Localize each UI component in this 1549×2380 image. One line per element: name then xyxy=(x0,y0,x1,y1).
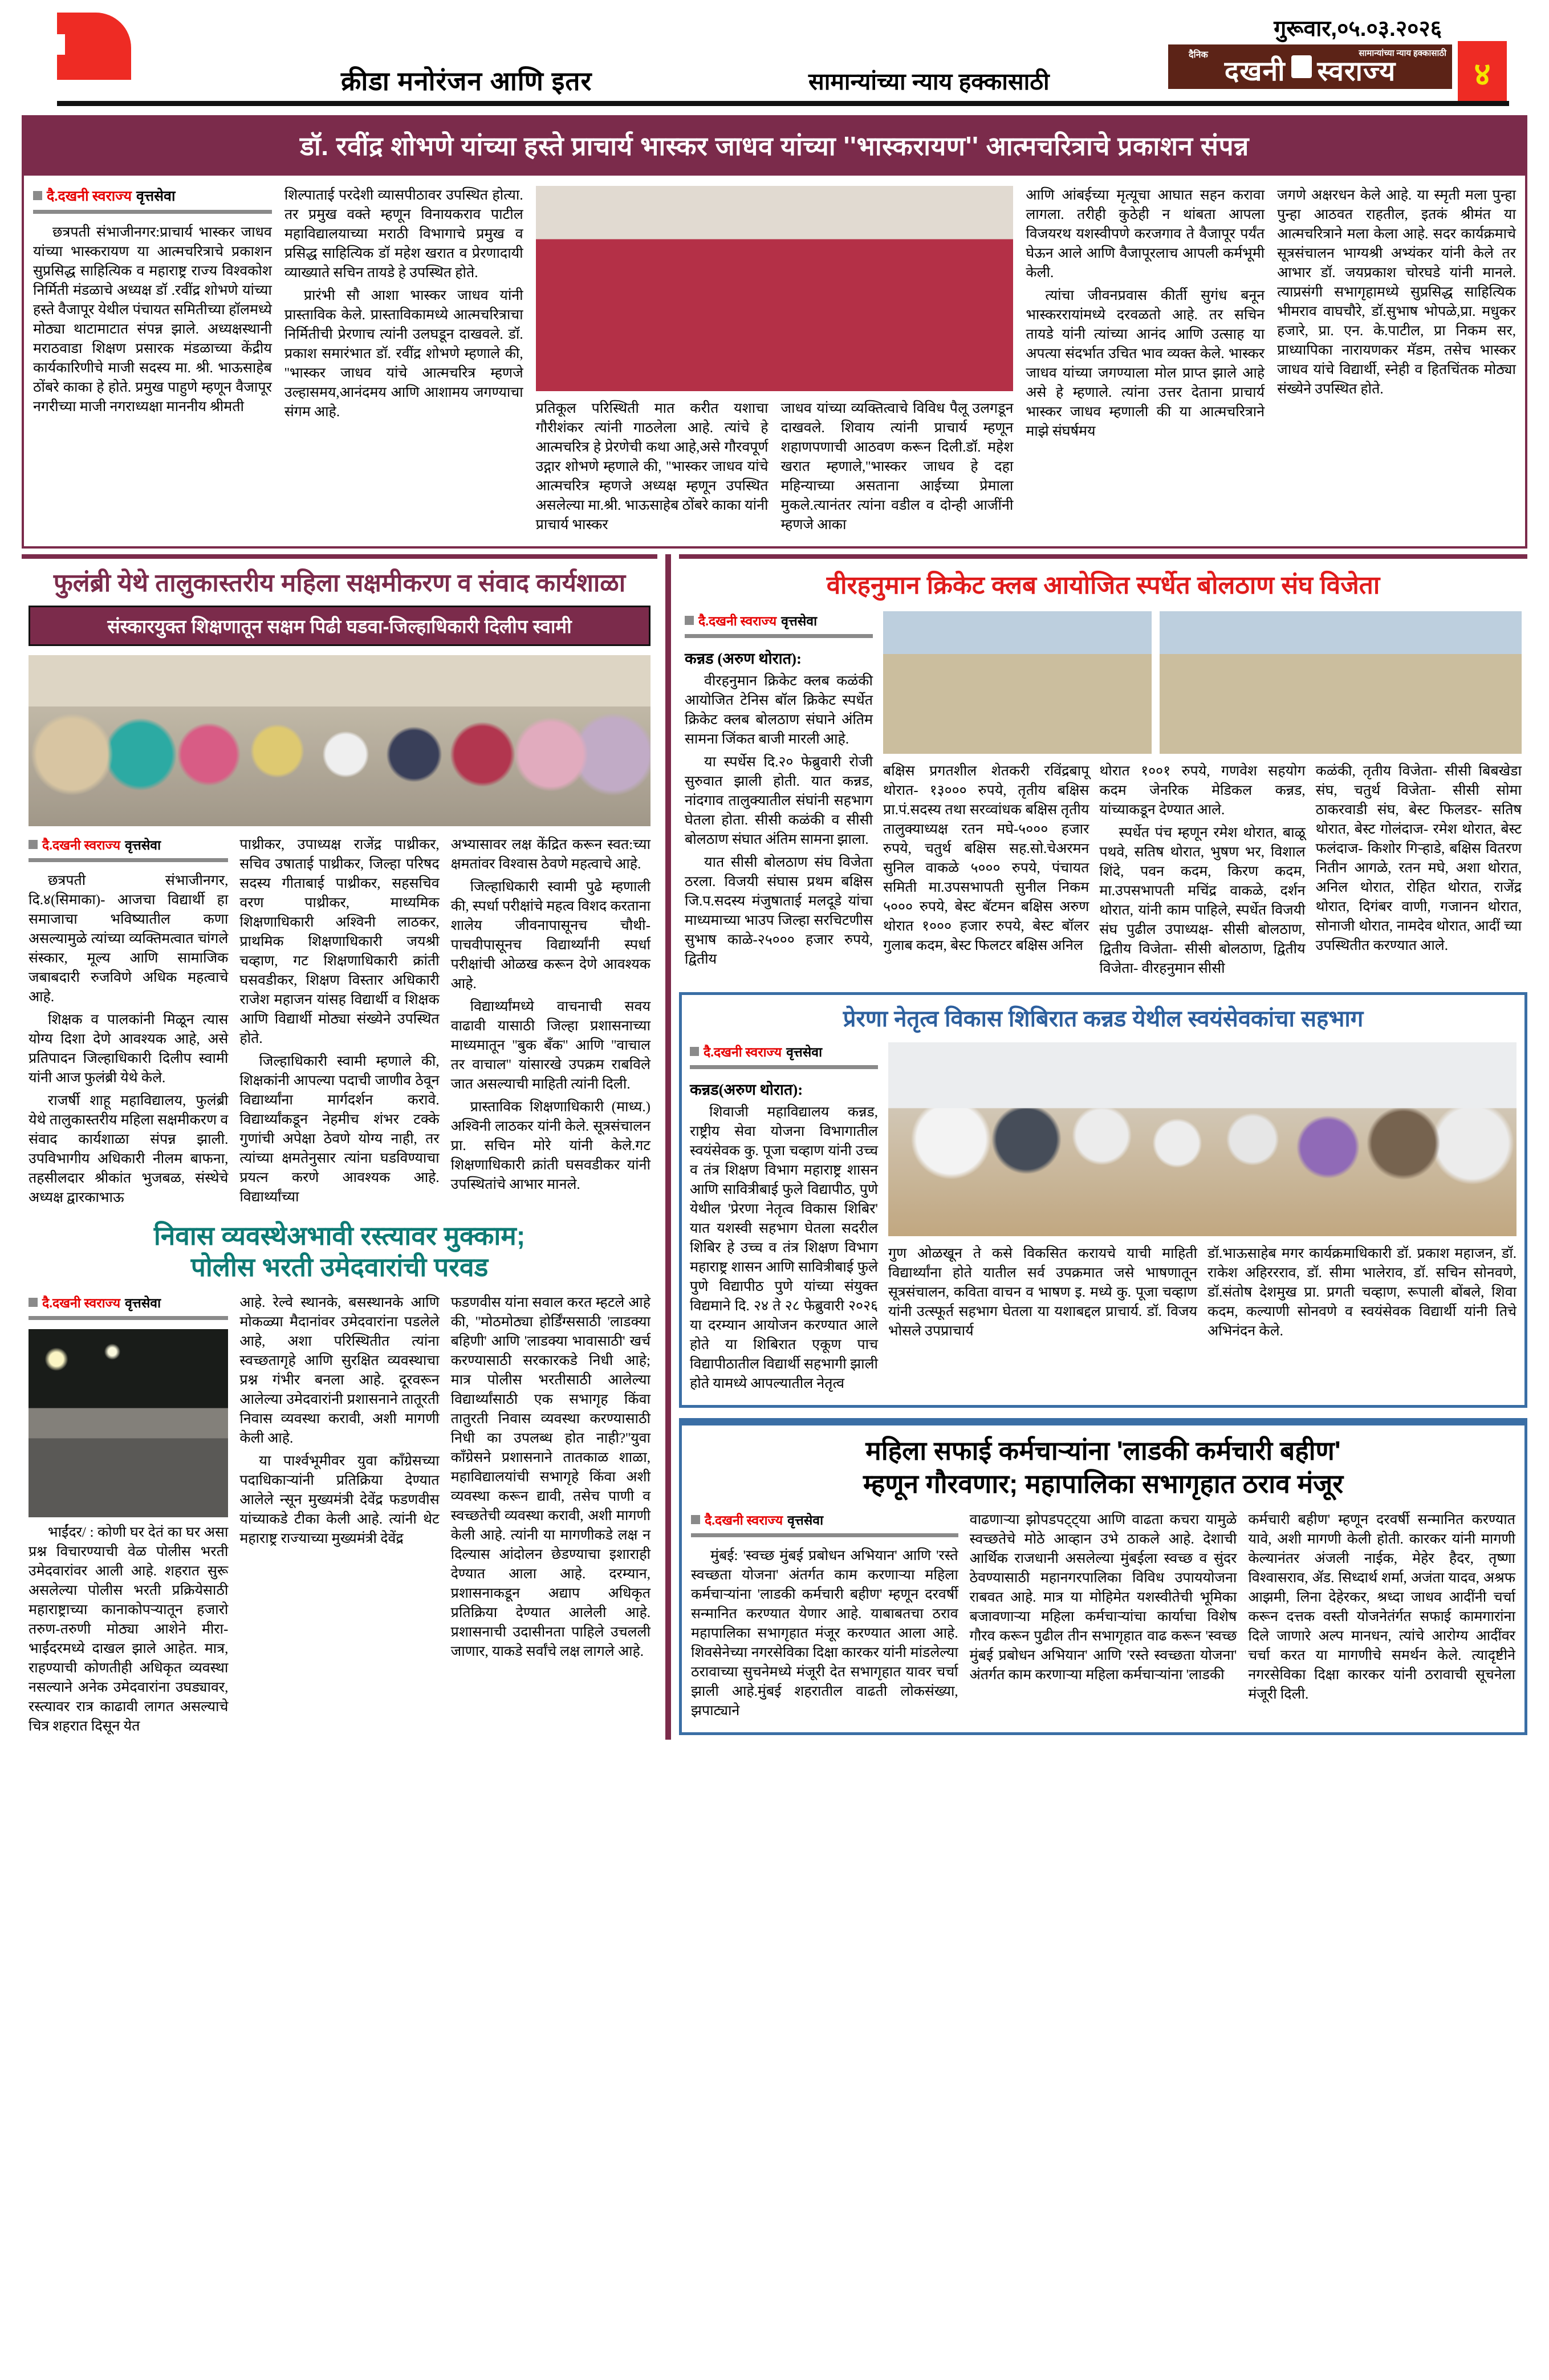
prerna-paragraph: शिवाजी महाविद्यालय कन्नड, राष्ट्रीय सेवा योजना विभागातील स्वयंसेवक कु. पूजा चव्हाण यांनी उच्च व तंत्र शिक्षण विभाग महाराष्ट्र शासन आणि सावित्रीबाई फुले विद्यापीठ, पुणे येथील 'प्रेरणा नेतृत्व विकास शिबिर' यात यशस्वी सहभाग घेतला सदरील शिबिर हे उच्च व तंत्र शिक्षण विभाग महाराष्ट्र शासन आणि सावित्रीबाई फुले पुणे विद्यापीठ पुणे यांच्या संयुक्त विद्यमाने दि. २४ ते २८ फेब्रुवारी २०२६ या दरम्यान आयोजन करण्यात आले होते या शिबिरात एकूण पाच विद्यापीठातील विद्यार्थी सहभागी झाली होते यामध्ये आपल्यातील नेतृत्व xyxy=(690,1104,878,1391)
lead-column-6 xyxy=(1277,186,1516,538)
byline-brand: दै.दखनी स्वराज्य xyxy=(704,1045,782,1059)
byline-brand: दै.दखनी स्वराज्य xyxy=(698,614,777,628)
byline-service: वृत्तसेवा xyxy=(125,838,161,852)
section-label: क्रीडा मनोरंजन आणि इतर xyxy=(341,66,592,96)
lead-photo-column xyxy=(536,186,1014,538)
brand-name-right: स्वराज्य xyxy=(1317,56,1396,87)
cricket-paragraph: या स्पर्धेस दि.२० फेब्रुवारी रोजी सुरुवात झाली होती. यात कन्नड, नांदगाव तालुक्यातील संघांनी सहभाग घेतला होता. सीसी कळंकी व सीसी बोलठाण संघात अंतिम सामना झाला. xyxy=(685,754,873,847)
phulambri-paragraph: शिक्षक व पालकांनी मिळून त्यास योग्य दिशा देणे आवश्यक आहे, असे प्रतिपादन जिल्हाधिकारी दिलीप स्वामी यांनी आज फुलंब्री येथे केले. xyxy=(29,1012,229,1086)
byline-service: वृत्तसेवा xyxy=(781,614,818,628)
byline xyxy=(29,1293,228,1311)
cricket-photo-2 xyxy=(1160,611,1522,754)
phulambri-column-1 xyxy=(29,835,228,1211)
byline-square-icon xyxy=(691,1515,700,1524)
cricket-paragraph: बक्षिस प्रगतशील शेतकरी रविंद्रबापू थोरात- १३००० रुपये, तृतीय बक्षिस प्रा.पं.सदस्य तथा सरव्वांधक बक्षिस तृतीय तालुक्याध्यक्ष रतन मघे-५००० हजार रुपये, चतुर्थ बक्षिस सह.सो.चेअरमन सुनिल वाकळे ५००० रुपये, पंचायत समिती मा.उपसभापती सुनील निकम ५००० रुपये, बेस्ट बॅटमन बक्षिस अरुण थोरात १००० हजार रुपये, बेस्ट बॉलर गुलाब कदम, बेस्ट फिलटर बक्षिस अनिल xyxy=(883,763,1089,953)
byline-divider xyxy=(691,1533,958,1537)
byline xyxy=(691,1510,958,1529)
cricket-photo-1 xyxy=(883,611,1152,754)
lead-paragraph: प्रतिकूल परिस्थिती मात करीत यशाचा गौरीशंकर त्यांनी गाठलेला आहे. त्यांचे हे आत्मचरित्र हे प्रेरणेची कथा आहे,असे गौरवपूर्ण उद्गार शोभणे म्हणाले की, ''भास्कर जाधव यांचे आत्मचरित्र म्हणजे अध्यक्ष म्हणून उपस्थित असलेल्या मा.श्री. भाऊसाहेब ठोंबरे काका यांनी प्राचार्य भास्कर xyxy=(535,401,769,533)
publication-date: गुरूवार,०५.०३.२०२६ xyxy=(1274,17,1442,41)
mahila-column-1 xyxy=(691,1510,958,1724)
cricket-dateline: कन्नड (अरुण थोरात): xyxy=(685,650,802,667)
middle-block xyxy=(22,554,1527,1740)
prerna-photo-column xyxy=(888,1042,1517,1397)
byline-brand: दै.दखनी स्वराज्य xyxy=(42,1296,121,1311)
cricket-paragraph: यात सीसी बोलठाण संघ विजेता ठरला. विजयी संघास प्रथम बक्षिस जि.प.सदस्य मंजुषाताई मलदूडे यांचा माध्यमाच्या भाउप जिल्हा सरचिटणीस सुभाष काळे-२५००० हजार रुपये, द्वितीय xyxy=(685,855,873,967)
nivas-article xyxy=(22,1220,657,1740)
lead-column-5 xyxy=(1026,186,1265,538)
phulambri-paragraph: विद्यार्थ्यांमध्ये वाचनाची सवय वाढावी यासाठी जिल्हा प्रशासनाच्या माध्यमातून ''बुक बँक'' आणि ''वाचाल तर वाचाल'' यांसारखे उपक्रम राबविले जात असल्याची माहिती त्यांनी दिली. xyxy=(450,999,651,1092)
byline-brand: दै.दखनी स्वराज्य xyxy=(42,838,121,852)
lead-article-photo xyxy=(536,186,1014,391)
nivas-paragraph: आहे. रेल्वे स्थानके, बसस्थानके आणि मोकळ्या मैदानांवर उमेदवारांना पडलेले आहे, अशा परिस्थितीत त्यांना स्वच्छतागृहे आणि सुरक्षित व्यवस्थाचा प्रश्न गंभीर बनला आहे. दूरवरून आलेल्या उमेदवारांनी प्रशासनाने तातूरती निवास व्यवस्था करावी, अशी मागणी केली आहे. xyxy=(239,1295,440,1447)
cricket-paragraph: कळंकी, तृतीय विजेता- सीसी बिबखेडा संघ, चतुर्थ विजेता- सीसी सोमा ठाकरवाडी संघ, बेस्ट फिलडर- सतिष थोरात, बेस्ट गोलंदाज- रमेश थोरात, बेस्ट फलंदाज- किशोर गिऱ्हाडे, बक्षिस वितरण नितीन आगळे, रतन मघे, अशा थोरात, अनिल थोरात, रोहित थोरात, राजेंद्र थोरात, दिगंबर वाणी, गजानन थोरात, सोनाजी थोरात, नामदेव थोरात, आदीं च्या उपस्थितीत करण्यात आले. xyxy=(1315,763,1522,953)
phulambri-paragraph: प्रास्ताविक शिक्षणाधिकारी (माध्य.) अश्विनी लाठकर यांनी केले. सूत्रसंचालन प्रा. सचिन मोरे यांनी केले.गट शिक्षणाधिकारी क्रांती घसवडीकर यांनी उपस्थितांचे आभार मानले. xyxy=(450,1099,651,1192)
prerna-dateline: कन्नड(अरुण थोरात): xyxy=(690,1081,803,1098)
lead-headline: डॉ. रवींद्र शोभणे यांच्या हस्ते प्राचार्य भास्कर जाधव यांच्या ''भास्करायण'' आत्मचरित्राचे प्रकाशन संपन्न xyxy=(24,117,1525,176)
nivas-headline-line2: पोलीस भरती उमेदवारांची परवड xyxy=(190,1252,489,1282)
byline-divider xyxy=(33,210,272,214)
prerna-column-1 xyxy=(690,1042,878,1397)
mahila-column-3 xyxy=(1248,1510,1515,1724)
cricket-article xyxy=(679,554,1527,982)
prerna-paragraph: गुण ओळखून ते कसे विकसित करायचे याची माहिती विद्यार्थ्यांना होते यातील सर्व उपक्रमात जसे भाषणातून सूत्रसंचालन, कविता वाचन व भाषण इ. मध्ये कु. पूजा चव्हाण यांनी उत्स्फूर्त सहभाग घेतला या यशाबद्दल प्राचार्य. डॉ. विजय भोसले उपप्राचार्य xyxy=(888,1246,1197,1339)
lead-paragraph: त्यांचा जीवनप्रवास कीर्ती सुगंध बनून भास्कररायांमध्ये दरवळतो आहे. तर सचिन तायडे यांनी त्यांच्या आनंद आणि उत्साह या अपत्या संदर्भात उचित भाव व्यक्त केले. भास्कर जाधव यांच्या जगण्याला मोल प्राप्त झाले आहे असे हे म्हणाले. त्यांना उत्तर देताना प्राचार्य भास्कर जाधव म्हणाली की या आत्मचरित्राने माझे संघर्षमय xyxy=(1026,288,1265,439)
right-block xyxy=(679,554,1527,1740)
byline-service: वृत्तसेवा xyxy=(786,1045,823,1059)
mahila-paragraph: वाढणाऱ्या झोपडपट्ट्या आणि वाढता कचरा यामुळे स्वच्छतेचे मोठे आव्हान उभे ठाकले आहे. देशाची आर्थिक राजधानी असलेल्या मुंबईला स्वच्छ व सुंदर ठेवण्यासाठी महानगरपालिका विविध उपाययोजना राबवत आहे. मात्र या मोहिमेत यशस्वीतेची भूमिका बजावणाऱ्या महिला कर्मचाऱ्यांचा कार्याचा विशेष गौरव करून पुढील तीन सभागृहात वाढ करून 'स्वच्छ मुंबई प्रबोधन अभियान' आणि 'रस्ते स्वच्छता योजना' अंतर्गत काम करणाऱ्या महिला कर्मचाऱ्यांना 'लाडकी xyxy=(969,1512,1237,1683)
byline xyxy=(690,1042,878,1061)
cricket-photos-and-text xyxy=(883,611,1522,982)
phulambri-paragraph: पाथ्रीकर, उपाध्यक्ष राजेंद्र पाथ्रीकर, सचिव उषाताई पाथ्रीकर, जिल्हा परिषद सदस्य गीताबाई पाथ्रीकर, सहसचिव वरण पाथ्रीकर, माध्यमिक शिक्षणाधिकारी अश्विनी लाठकर, प्राथमिक शिक्षणाधिकारी जयश्री चव्हाण, गट शिक्षणाधिकारी क्रांती घसवडीकर, शिक्षण विस्तार अधिकारी राजेश महाजन यांसह विद्यार्थी व शिक्षक आणि विद्यार्थी मोठ्या संख्येने उपस्थित होते. xyxy=(239,837,440,1046)
ashoka-chakra-icon xyxy=(1291,55,1312,78)
byline xyxy=(685,611,873,629)
nivas-column-2 xyxy=(239,1293,439,1740)
cricket-headline: वीरहनुमान क्रिकेट क्लब आयोजित स्पर्धेत बोलठाण संघ विजेता xyxy=(826,571,1380,599)
brand-name-left: दखनी xyxy=(1224,56,1286,87)
byline-square-icon xyxy=(33,191,42,200)
phulambri-paragraph: अभ्यासावर लक्ष केंद्रित करून स्वत:च्या क्षमतांवर विश्वास ठेवणे महत्वाचे आहे. xyxy=(450,837,651,872)
phulambri-paragraph: जिल्हाधिकारी स्वामी पुढे म्हणाली की, स्पर्धा परीक्षांचे महत्व विशद करताना शालेय जीवनापासूनच चौथी-पाचवीपासूनच विद्यार्थ्यांनी स्पर्धा परीक्षांची ओळख करून देणे आवश्यक आहे. xyxy=(450,879,651,992)
publisher-logo-icon xyxy=(57,13,131,80)
prerna-paragraph: डॉ.भाऊसाहेब मगर कार्यक्रमाधिकारी डॉ. प्रकाश महाजन, डॉ. राकेश अहिररराव, डॉ. सीमा भालेराव, डॉ. सचिन सोनवणे, डॉ.संतोष देशमुख प्रा. प्रगती चव्हाण, रूपाली बोंबले, शिवा कदम, कल्याणी सोनवणे व स्वयंसेवक विद्यार्थी यांनी तिचे अभिनंदन केले. xyxy=(1208,1246,1517,1339)
mahila-headline-line1: महिला सफाई कर्मचाऱ्यांना 'लाडकी कर्मचारी बहीण' xyxy=(865,1436,1341,1465)
page-number: ४ xyxy=(1458,41,1507,105)
phulambri-paragraph: छत्रपती संभाजीनगर, दि.४(सिमाका)- आजचा विद्यार्थी हा समाजाचा भविष्यातील कणा असल्यामुळे त्यांच्या व्यक्तिमत्वात चांगले संस्कार, मूल्य आणि सामाजिक जबाबदारी रुजविणे अधिक महत्वाचे आहे. xyxy=(29,873,229,1005)
byline-square-icon xyxy=(29,1298,38,1307)
byline-service: वृत्तसेवा xyxy=(787,1513,824,1528)
byline-divider xyxy=(29,1316,228,1320)
mahila-paragraph: कर्मचारी बहीण' म्हणून दरवर्षी सन्मानित करण्यात यावे, अशी मागणी केली होती. कारकर यांनी मागणी केल्यानंतर अंजली नाईक, मेहेर हैदर, तृष्णा विश्वासराव, ॲड. सिध्दार्थ शर्मा, अजंता यादव, अश्रफ आझमी, लिना देहेरकर, श्रध्दा जाधव आदींनी चर्चा करून दत्तक वस्ती योजनेतंर्गत सफाई कामगारांना दिले जाणारे अल्प मानधन, त्यांचे आरोग्य आदींवर चर्चा करत या मागणीचे समर्थन केले. त्यादृष्टीने नगरसेविका दिक्षा कारकर यांनी ठरावाची सूचनेला मंजूरी दिली. xyxy=(1248,1512,1516,1702)
lead-column-1 xyxy=(33,186,272,538)
masthead xyxy=(22,0,1527,112)
lead-paragraph: जगणे अक्षरधन केले आहे. या स्मृती मला पुन्हा पुन्हा आठवत राहतील, इतकं श्रीमंत या आत्मचरित्राने मला केला आहे. सदर कार्यक्रमाचे सूत्रसंचालन भाग्यश्री अभ्यंकर यांनी केले तर आभार डॉ. जयप्रकाश चोरघडे यांनी मानले. त्याप्रसंगी सभागृहामध्ये सुप्रसिद्ध साहित्यिक भीमराव वाघचौरे, डॉ.सुभाष भोपळे,प्रा. मधुकर हजारे, प्रा. एन. के.पाटील, प्रा निकम सर, प्राध्यापिका नारायणकर मॅडम, तसेच भास्कर जाधव यांचे विद्यार्थी, स्नेही व हितचिंतक मोठ्या संख्येने उपस्थित होते. xyxy=(1277,188,1516,397)
byline-square-icon xyxy=(690,1047,699,1056)
byline-divider xyxy=(690,1065,878,1069)
prerna-headline: प्रेरणा नेतृत्व विकास शिबिरात कन्नड येथील स्वयंसेवकांचा सहभाग xyxy=(843,1006,1364,1031)
masthead-tagline: सामान्यांच्या न्याय हक्कासाठी xyxy=(808,68,1050,95)
masthead-divider xyxy=(57,101,1509,106)
brand-tagline: सामान्यांच्या न्याय हक्कासाठी xyxy=(1359,49,1446,58)
nivas-paragraph: फडणवीस यांना सवाल करत म्हटले आहे की, ''मोठमोठ्या होर्डिंग्ससाठी 'लाडक्या बहिणी' आणि 'लाडक्या भावासाठी' खर्च करण्यासाठी सरकारकडे निधी आहे; मात्र पोलीस भरतीसाठी आलेल्या विद्यार्थ्यांसाठी एक सभागृह किंवा तातुरती निवास व्यवस्था करण्यासाठी निधी का उपलब्ध होत नाही?''युवा काँग्रेसने प्रशासनाने तातकाळ शाळा, महाविद्यालयांची सभागृहे किंवा अशी व्यवस्था करून द्यावी, तसेच पाणी व स्वच्छतेची व्यवस्था करावी, अशी मागणी केली आहे. त्यांनी या मागणीकडे लक्ष न दिल्यास आंदोलन छेडण्याचा इशाराही देण्यात आला आहे. दरम्यान, प्रशासनाकडून अद्याप अधिकृत प्रतिक्रिया देण्यात आलेली आहे. प्रशासनाची उदासीनता पाहिले उचलली जाणार, याकडे सर्वांचे लक्ष लागले आहे. xyxy=(450,1295,651,1660)
cricket-paragraph: वीरहनुमान क्रिकेट क्लब कळंकी आयोजित टेनिस बॉल क्रिकेट स्पर्धेत क्रिकेट क्लब बोलठाण संघाने अंतिम सामना जिंकत बाजी मारली आहे. xyxy=(685,673,873,747)
byline-square-icon xyxy=(685,616,694,625)
column-separator xyxy=(665,554,671,1740)
newspaper-brand-logo xyxy=(1168,44,1452,89)
lead-paragraph: शिल्पाताई परदेशी व्यासपीठावर उपस्थित होत्या. तर प्रमुख वक्ते म्हणून विनायकराव पाटील महाविद्यालयाच्या मराठी विभागाचे प्रमुख व प्रसिद्ध साहित्यिक डॉ महेश खरात व प्रेरणादायी व्याख्याते सचिन तायडे हे उपस्थित होते. xyxy=(284,188,523,281)
nivas-paragraph: भाईंदर/ : कोणी घर देतं का घर असा प्रश्न विचारण्याची वेळ पोलीस भरती उमेदवारांवर आली आहे. शहरात सुरू असलेल्या पोलीस भरती प्रक्रियेसाठी महाराष्ट्राच्या कानाकोपऱ्यातून हजारो तरुण-तरुणी मोठ्या आशेने मीरा-भाईंदरमध्ये दाखल झाले आहेत. मात्र, राहण्याची कोणतीही अधिकृत व्यवस्था नसल्याने अनेक उमेदवारांना उघड्यावर, रस्त्यावर रात्र काढावी लागत असल्याचे चित्र शहरात दिसून येत xyxy=(29,1525,229,1735)
byline-service: वृत्तसेवा xyxy=(136,189,176,204)
cricket-paragraph: थोरात १००१ रुपये, गणवेश सहयोग कदम जेनरिक मेडिकल कन्नड, यांच्याकडून देण्यात आले. xyxy=(1099,763,1306,818)
byline-divider xyxy=(685,634,873,638)
section-divider xyxy=(22,554,657,559)
byline-service: वृत्तसेवा xyxy=(125,1296,161,1311)
byline-brand: दै.दखनी स्वराज्य xyxy=(47,189,132,204)
byline-brand: दै.दखनी स्वराज्य xyxy=(705,1513,783,1528)
cricket-column-1 xyxy=(685,611,873,982)
cricket-paragraph: स्पर्धेत पंच म्हणून रमेश थोरात, बाळू पथवे, सतिष थोरात, भुषण भर, विशाल शिंदे, पवन कदम, किरण कदम, मा.उपसभापती मचिंद्र वाकळे, दर्शन थोरात, यांनी काम पाहिले, स्पर्धेत विजयी संघ पुढील उपाध्यक्ष- सीसी बोलठाण, द्वितीय विजेता- सीसी बोलठाण, द्वितीय विजेता- वीरहनुमान सीसी xyxy=(1099,825,1306,976)
lead-paragraph: जाधव यांच्या व्यक्तित्वाचे विविध पैलू उलगडून दाखवले. शिवाय त्यांनी प्राचार्य म्हणून शहाणपणाची आठवण करून दिली.डॉ. महेश खरात म्हणाले,''भास्कर जाधव हे दहा महिन्याच्या असताना आईच्या प्रेमाला मुकले.त्यानंतर त्यांना वडील व दोन्ही आजींनी म्हणजे आका xyxy=(780,401,1014,533)
section-divider xyxy=(679,554,1527,559)
lead-article xyxy=(22,115,1527,549)
nivas-column-3 xyxy=(451,1293,651,1740)
byline xyxy=(29,835,228,854)
brand-kicker: दैनिक xyxy=(1189,50,1208,60)
lead-paragraph: आणि आंबईच्या मृत्यूचा आघात सहन करावा लागला. तरीही कुठेही न थांबता आपला विजयरथ यशस्वीपणे करजगाव ते वैजापूर पर्यंत घेऊन आले आणि वैजापूरलाच आपली कर्मभूमी केली. xyxy=(1026,188,1265,281)
phulambri-photo xyxy=(29,655,651,826)
phulambri-article xyxy=(22,554,657,1740)
byline-divider xyxy=(29,858,228,862)
phulambri-subheadline: संस्कारयुक्त शिक्षणातून सक्षम पिढी घडवा-जिल्हाधिकारी दिलीप स्वामी xyxy=(29,606,651,646)
phulambri-column-2 xyxy=(239,835,439,1211)
byline xyxy=(33,186,272,205)
section-divider xyxy=(682,1421,1524,1425)
mahila-article xyxy=(679,1418,1527,1735)
mahila-paragraph: मुंबई: 'स्वच्छ मुंबई प्रबोधन अभियान' आणि 'रस्ते स्वच्छता योजना' अंतर्गत काम करणाऱ्या महिला कर्मचाऱ्यांना 'लाडकी कर्मचारी बहीण' म्हणून दरवर्षी सन्मानित करण्यात येणार आहे. याबाबतचा ठराव महापालिका सभागृहात मंजूर करण्यात आला आहे. शिवसेनेच्या नगरसेविका दिक्षा कारकर यांनी मांडलेल्या ठरावाच्या सुचनेमध्ये मंजूरी देत सभागृहात यावर चर्चा झाली आहे.मुंबई शहरातील वाढती लोकसंख्या, झपाट्याने xyxy=(691,1548,958,1719)
lead-column-2 xyxy=(284,186,523,538)
byline-square-icon xyxy=(29,840,38,849)
lead-paragraph: छत्रपती संभाजीनगर:प्राचार्य भास्कर जाधव यांच्या भास्करायण या आत्मचरित्राचे प्रकाशन सुप्रसिद्ध साहित्यिक व महाराष्ट्र राज्य विश्वकोश निर्मिती मंडळाचे अध्यक्ष डॉ .रवींद्र शोभणे यांच्या हस्ते वैजापूर येथील पंचायत समितीच्या हॉलमध्ये मोठ्या थाटामाटात संपन्न झाले. अध्यक्षस्थानी मराठवाडा शिक्षण प्रसारक मंडळाच्या केंद्रीय कार्यकारिणीचे माजी सदस्य मा. श्री. भाऊसाहेब ठोंबरे काका हे होते. प्रमुख पाहुणे म्हणून वैजापूर नगरीच्या माजी नगराध्यक्षा माननीय श्रीमती xyxy=(33,225,272,415)
lead-paragraph: प्रारंभी सौ आशा भास्कर जाधव यांनी प्रास्ताविक केले. प्रास्ताविकामध्ये आत्मचरित्राचा निर्मितीची प्रेरणाच त्यांनी उलघडून दाखवले. डॉ. प्रकाश समारंभात डॉ. रवींद्र शोभणे म्हणाले की, ''भास्कर जाधव यांचे आत्मचरित्र म्हणजे उल्हासमय,आनंदमय आणि आशामय जगण्याचा संगम आहे. xyxy=(284,288,523,420)
phulambri-paragraph: जिल्हाधिकारी स्वामी म्हणाले की, शिक्षकांनी आपल्या पदाची जाणीव ठेवून विद्यार्थ्यांना मार्गदर्शन करावे. विद्यार्थ्यांकडून नेहमीच शंभर टक्के गुणांची अपेक्षा ठेवणे योग्य नाही, तर त्यांच्या क्षमतेनुसार त्यांना घडविण्याचा प्रयत्न करणे आवश्यक आहे. विद्यार्थ्यांच्या xyxy=(239,1054,440,1205)
mahila-column-2 xyxy=(970,1510,1237,1724)
mahila-headline-line2: म्हणून गौरवणार; महापालिका सभागृहात ठराव मंजूर xyxy=(863,1468,1344,1498)
prerna-article xyxy=(679,992,1527,1408)
phulambri-paragraph: राजर्षी शाहू महाविद्यालय, फुलंब्री येथे तालुकास्तरीय महिला सक्षमीकरण व संवाद कार्यशाळा संपन्न झाली. उपविभागीय अधिकारी नीलम बाफना, तहसीलदार श्रीकांत भुजबळ, संस्थेचे अध्यक्ष द्वारकाभाऊ xyxy=(29,1093,229,1205)
nivas-paragraph: या पार्श्वभूमीवर युवा काँग्रेसच्या पदाधिकाऱ्यांनी प्रतिक्रिया देण्यात आलेले न्सून मुख्यमंत्री देवेंद्र फडणवीस यांच्याकडे टीका केली आहे. त्यांनी थेट महाराष्ट्र राज्याच्या मुख्यमंत्री देवेंद्र xyxy=(239,1453,440,1547)
nivas-headline-line1: निवास व्यवस्थेअभावी रस्त्यावर मुक्काम; xyxy=(153,1221,526,1250)
nivas-photo xyxy=(29,1329,228,1517)
nivas-column-1 xyxy=(29,1293,228,1740)
phulambri-column-3 xyxy=(451,835,651,1211)
phulambri-headline: फुलंब्री येथे तालुकास्तरीय महिला सक्षमीकरण व संवाद कार्यशाळा xyxy=(53,569,626,597)
prerna-photo xyxy=(888,1042,1517,1236)
